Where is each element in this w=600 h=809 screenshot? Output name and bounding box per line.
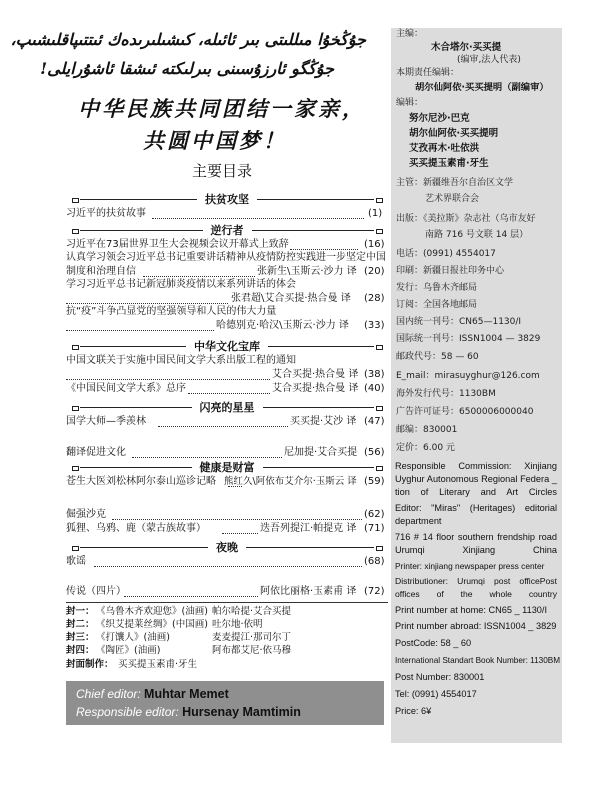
- toc-author: 迭吾列提江·帕提克 译: [260, 523, 357, 534]
- section-title: 闪亮的星星: [192, 401, 263, 414]
- toc-author: 阿依比丽格·玉素甫 译: [260, 586, 357, 597]
- toc-entry-title[interactable]: 传说（四片）: [66, 586, 126, 597]
- toc-entry-title[interactable]: 倔强沙克: [66, 509, 106, 520]
- toc-page: (38): [364, 369, 385, 380]
- toc-entry-title[interactable]: 抗“疫”斗争凸显党的坚强领导和人民的伟大力量: [66, 306, 277, 317]
- toc-author: 哈德别克·哈汉\玉斯云·沙力 译: [216, 320, 349, 331]
- sponsor-line-2: 艺术界联合会: [425, 194, 480, 204]
- toc-leader: [222, 533, 258, 534]
- toc-author: 张新生\玉斯云·沙力 译: [257, 266, 357, 277]
- cn-number: 国内统一刊号：CN65—1130/I: [396, 317, 522, 327]
- cover-label: 封一：: [66, 606, 95, 617]
- editors-label: 编辑：: [396, 98, 424, 108]
- chief-editor-name: Muhtar Memet: [144, 687, 229, 701]
- toc-entry-title[interactable]: 习近平在73届世界卫生大会视频会议开幕式上致辞: [66, 239, 289, 250]
- sponsor: 主管：新疆维吾尔自治区文学: [396, 178, 514, 188]
- issue-editor-name: 胡尔仙阿依·买买提明（副编审）: [415, 82, 549, 93]
- toc-leader: [143, 276, 255, 277]
- cover-author: 麦麦提江·那司尔丁: [212, 632, 292, 643]
- uyghur-slogan-line-2: جۇڭگو ئارزۇسىنى بىرلىكتە ئىشقا ئاشۇرايلى!: [40, 59, 334, 78]
- editor-name: 努尔尼沙·巴克: [409, 113, 470, 124]
- toc-author: 艾合买提·热合曼 译: [272, 369, 359, 380]
- toc-leader: [158, 426, 288, 427]
- section-title: 夜晚: [208, 541, 246, 554]
- english-tel: Tel: (0991) 4554017: [395, 689, 477, 699]
- toc-entry-title[interactable]: 认真学习领会习近平总书记重要讲话精神从疫情防控实践进一步坚定中国: [66, 252, 386, 263]
- section-header-stars: [66, 401, 388, 413]
- publisher-address: 南路 716 号文联 14 层）: [425, 230, 529, 240]
- english-editor: Editor: "Miras" (Heritages) editorial department: [395, 503, 557, 526]
- english-distributioner: Distributioner: Urumqi post officePost offices of the whole country: [395, 576, 557, 599]
- toc-author: 买买提·艾沙 译: [290, 416, 357, 427]
- responsible-editor-line: [76, 705, 301, 719]
- publisher: 出版：《美拉斯》杂志社（乌市友好: [396, 214, 536, 224]
- english-post-number: Post Number: 830001: [395, 672, 485, 682]
- editor-name: 买买提玉素甫·牙生: [409, 158, 489, 169]
- editor-name: 艾孜再木·吐依洪: [409, 143, 480, 154]
- toc-leader: [152, 218, 364, 219]
- chief-label: 主编：: [396, 29, 424, 39]
- cover-label: 封二：: [66, 619, 95, 630]
- cover-author: 帕尔哈提·艾合买提: [212, 606, 292, 617]
- toc-leader: [290, 249, 358, 250]
- printer: 印刷：新疆日报社印务中心: [396, 266, 505, 276]
- toc-author: 熊红久\阿依布艾介尔·玉斯云 译: [224, 476, 357, 487]
- cover-title: 《乌鲁木齐欢迎您》(油画): [96, 606, 208, 617]
- section-header-retrograde: [66, 224, 388, 236]
- english-isbn: International Standart Book Number: 1130BM: [395, 656, 561, 665]
- toc-entry-title[interactable]: 习近平的扶贫故事: [66, 208, 146, 219]
- editors-box: [66, 681, 384, 725]
- toc-title: 主要目录: [191, 162, 252, 180]
- toc-page: (71): [364, 523, 385, 534]
- toc-entry-title[interactable]: 翻译促进文化: [66, 447, 126, 458]
- section-title: 中华文化宝库: [186, 340, 268, 353]
- issn-number: 国际统一刊号：ISSN1004 — 3829: [396, 334, 541, 344]
- toc-leader: [112, 519, 362, 520]
- toc-page: (1): [368, 208, 383, 219]
- overseas-code: 海外发行代号：1130BM: [396, 389, 496, 399]
- section-header-poverty: [66, 193, 388, 205]
- toc-leader: [66, 330, 214, 331]
- toc-page: (33): [364, 320, 385, 331]
- cover-label: 封面制作：: [66, 659, 114, 670]
- postal-code: 邮政代号：58 — 60: [396, 352, 479, 362]
- cover-title: 《打馕人》(油画): [96, 632, 170, 643]
- toc-entry-title[interactable]: 歌谣: [66, 556, 86, 567]
- section-title: 扶贫攻坚: [197, 193, 257, 206]
- toc-page: (47): [364, 416, 385, 427]
- chinese-slogan-line-1: 中华民族共同团结一家亲，: [78, 96, 366, 121]
- toc-author: 张君超\艾合买提·热合曼 译: [231, 293, 351, 304]
- english-postcode: PostCode: 58 _ 60: [395, 638, 472, 648]
- cover-label: 封四：: [66, 645, 95, 656]
- toc-author: 尼加提·艾合买提: [284, 447, 358, 458]
- chief-name: 木合塔尔·买买提: [431, 42, 502, 53]
- english-address: 716 # 14 floor southern frendship road Urumqi Xinjiang China: [395, 532, 557, 555]
- subscription: 订阅：全国各地邮局: [396, 300, 478, 310]
- cover-title: 《织艾提莱丝绸》(中国画): [96, 619, 208, 630]
- responsible-editor-label: Responsible editor:: [76, 705, 179, 719]
- toc-author: 艾合买提·热合曼 译: [272, 383, 359, 394]
- responsible-editor-name: Hursenay Mamtimin: [182, 705, 301, 719]
- issue-editor-label: 本期责任编辑：: [396, 68, 460, 78]
- cover-author: 吐尔地·依明: [212, 619, 263, 630]
- cover-label: 封三：: [66, 632, 95, 643]
- toc-page: (62): [364, 509, 385, 520]
- chief-editor-label: Chief editor:: [76, 687, 141, 701]
- toc-page: (56): [364, 447, 385, 458]
- toc-leader: [124, 596, 258, 597]
- section-header-health: [66, 461, 388, 473]
- toc-entry-title[interactable]: 国学大师—季羡林: [66, 416, 146, 427]
- toc-leader: [132, 457, 282, 458]
- email: E_mail：mirasuyghur@126.com: [396, 371, 540, 381]
- section-title: 健康是财富: [192, 461, 263, 474]
- section-header-night: [66, 541, 388, 553]
- toc-entry-title[interactable]: 《中国民间文学大系》总序: [66, 383, 186, 394]
- section-header-culture: [66, 340, 388, 352]
- section-title: 逆行者: [203, 224, 252, 237]
- chief-note: (编审,法人代表): [457, 55, 521, 65]
- toc-entry-title[interactable]: 制度和治理自信: [66, 266, 136, 277]
- toc-leader: [94, 566, 362, 567]
- masthead-panel: [391, 28, 562, 743]
- toc-entry-title[interactable]: 狐狸、乌鸦、鹿（蒙古族故事）: [66, 523, 206, 534]
- issuer: 发行：乌鲁木齐邮局: [396, 283, 478, 293]
- toc-entry-title[interactable]: 学习习近平总书记新冠肺炎疫情以来系列讲话的体会: [66, 279, 296, 290]
- price-zh: 定价：6.00 元: [396, 443, 455, 453]
- toc-entry-title[interactable]: 中国文联关于实施中国民间文学大系出版工程的通知: [66, 355, 296, 366]
- ad-license: 广告许可证号：6500006000040: [396, 407, 534, 417]
- toc-leader: [66, 303, 228, 304]
- zip-code: 邮编：830001: [396, 425, 458, 435]
- covers-divider: [66, 602, 388, 603]
- toc-leader: [66, 379, 270, 380]
- uyghur-slogan-line-1: جۇڭخۇا مىللىتى بىر ئائىلە، كىشىلىرىدەك ئىتتىپاقلىشىپ،: [10, 30, 366, 49]
- english-price: Price: 6¥: [395, 706, 432, 716]
- toc-page: (40): [364, 383, 385, 394]
- english-commission: Responsible Commission: Xinjiang Uyghur Autonomous Regional Federa _ tion of Literary and Art Circles: [395, 461, 557, 497]
- toc-entry-title[interactable]: 苍生大医刘松林阿尔泰山巡诊记略: [66, 476, 216, 487]
- chief-editor-line: [76, 687, 229, 701]
- english-printer: Printer: xinjiang newspaper press center: [395, 561, 545, 571]
- cover-title: 《陶匠》(油画): [96, 645, 161, 656]
- phone: 电话：(0991) 4554017: [396, 249, 496, 259]
- cover-title: 买买提玉素甫·牙生: [118, 659, 198, 670]
- toc-page: (59): [364, 476, 385, 487]
- toc-leader: [188, 393, 270, 394]
- toc-page: (16): [364, 239, 385, 250]
- chinese-slogan-line-2: 共圆中国梦！: [143, 128, 287, 153]
- toc-page: (20): [364, 266, 385, 277]
- toc-page: (28): [364, 293, 385, 304]
- toc-page: (72): [364, 586, 385, 597]
- toc-page: (68): [364, 556, 385, 567]
- english-print-home: Print number at home: CN65 _ 1130/I: [395, 605, 548, 615]
- cover-author: 阿布都艾尼·依马穆: [212, 645, 292, 656]
- editor-name: 胡尔仙阿依·买买提明: [409, 128, 499, 139]
- english-print-abroad: Print number abroad: ISSN1004 _ 3829: [395, 621, 557, 631]
